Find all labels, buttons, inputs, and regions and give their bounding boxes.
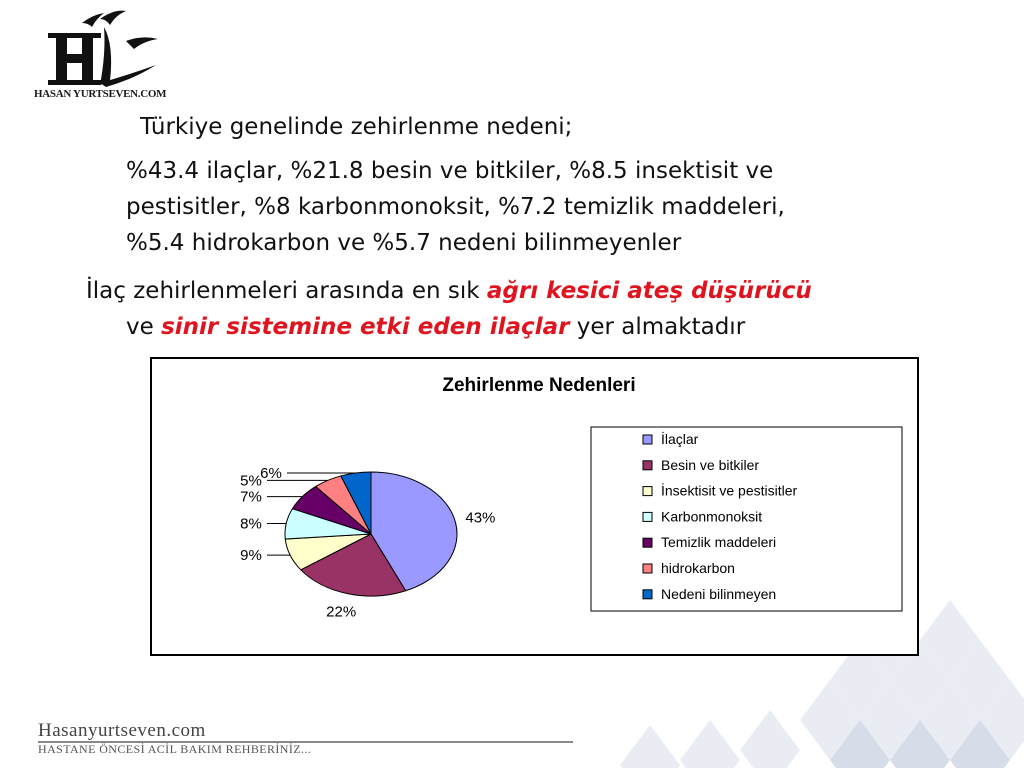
legend-swatch (643, 487, 652, 496)
legend-swatch (643, 538, 652, 547)
pie-slices (285, 472, 457, 596)
pie-label: 5% (240, 472, 262, 490)
text-line-2c: %5.4 hidrokarbon ve %5.7 nedeni bilinmeyenler (126, 230, 682, 256)
legend-swatch (643, 564, 652, 573)
text-line-2a: %43.4 ilaçlar, %21.8 besin ve bitkiler, %8.5 insektisit ve (126, 158, 774, 184)
legend-label: hidrokarbon (661, 560, 735, 576)
pie-label: 9% (240, 547, 262, 565)
pie-label: 6% (260, 464, 282, 482)
legend-label: Besin ve bitkiler (661, 456, 760, 473)
legend-label: İlaçlar (661, 431, 699, 447)
pie-label: 22% (326, 603, 357, 621)
text-line-3-pre: İlaç zehirlenmeleri arasında en sık (86, 278, 487, 304)
legend-label: Karbonmonoksit (661, 508, 763, 525)
text-line-1: Türkiye genelinde zehirlenme nedeni; (140, 114, 573, 140)
pie-label: 7% (240, 488, 262, 506)
legend-label: İnsektisit ve pestisitler (661, 482, 798, 499)
text-line-3 (86, 274, 812, 308)
highlight-nervous-system: sinir sistemine etki eden ilaçlar (161, 314, 570, 340)
legend-label: Nedeni bilinmeyen (661, 585, 777, 602)
logo-caption: HASAN YURTSEVEN.COM (34, 88, 167, 100)
pie-chart (152, 359, 917, 654)
footer-subtitle: HASTANE ÖNCESİ ACİL BAKIM REHBERİNİZ... (38, 742, 312, 756)
chart-title: Zehirlenme Nedenleri (442, 375, 636, 396)
legend-swatch (643, 590, 652, 599)
legend-label: Temizlik maddeleri (661, 534, 777, 551)
highlight-analgesic: ağrı kesici ateş düşürücü (486, 278, 812, 304)
text-line-4-post: yer almaktadır (569, 314, 746, 340)
legend-swatch (643, 461, 652, 470)
pie-label: 8% (240, 515, 262, 533)
legend-swatch (643, 512, 652, 521)
legend-swatch (643, 435, 652, 444)
text-line-4-pre: ve (126, 314, 162, 340)
text-line-4 (126, 310, 745, 344)
chart-frame (150, 357, 919, 656)
pie-label: 43% (465, 509, 496, 527)
text-line-2b: pestisitler, %8 karbonmonoksit, %7.2 temizlik maddeleri, (126, 194, 785, 220)
footer-title: Hasanyurtseven.com (38, 720, 206, 741)
